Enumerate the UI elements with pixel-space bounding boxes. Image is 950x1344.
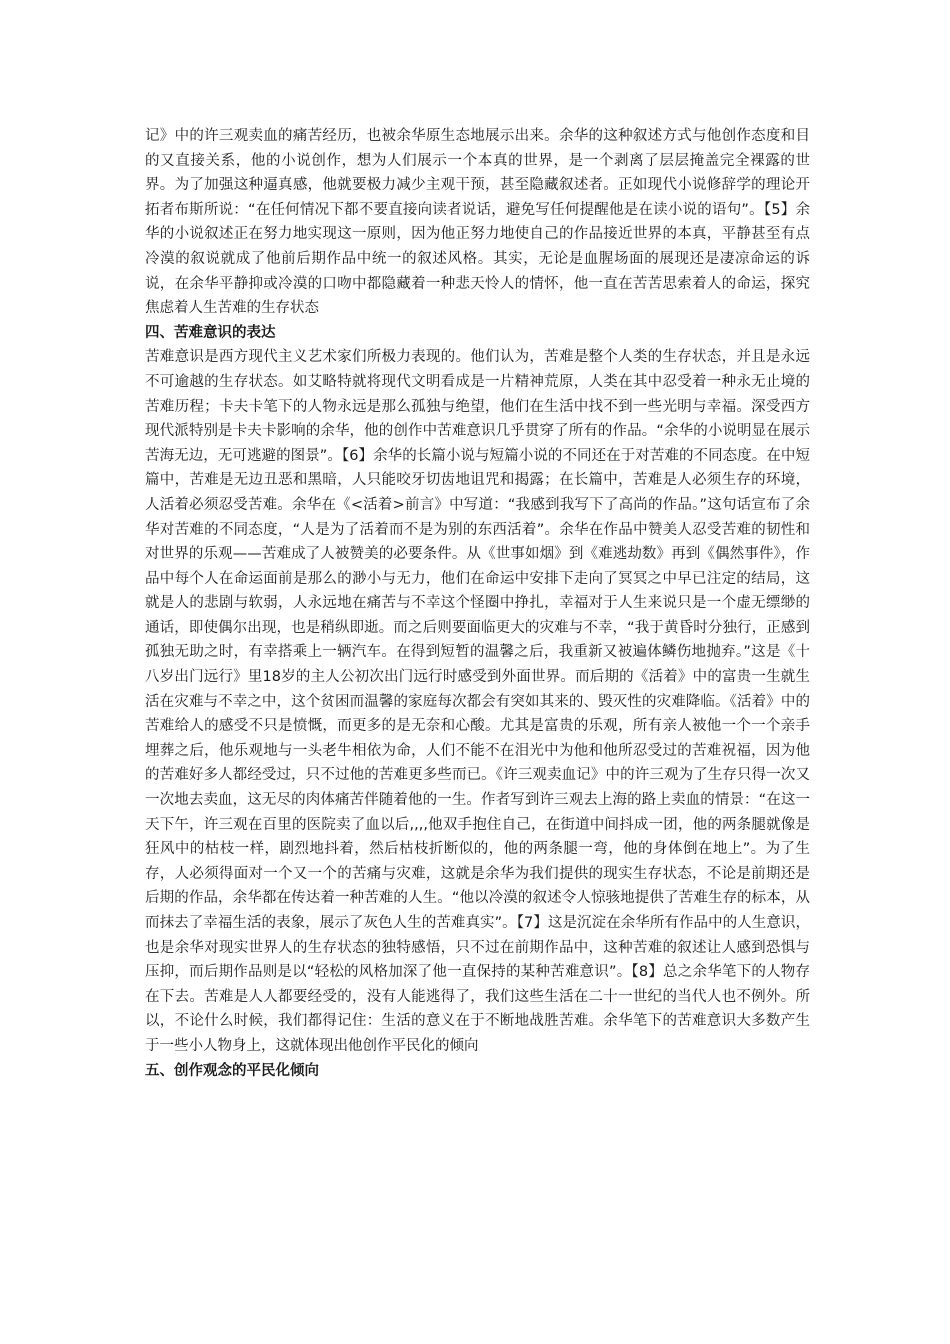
section-heading-4: 四、苦难意识的表达: [145, 324, 276, 341]
section-heading-5: 五、创作观念的平民化倾向: [145, 1062, 319, 1079]
paragraph-suffering-consciousness: 苦难意识是西方现代主义艺术家们所极力表现的。他们认为，苦难是整个人类的生存状态，并且是永远不可逾越的生存状态。如艾略特就将现代文明看成是一片精神荒原，人类在其中忍受着一种永无止境的苦难历程；卡夫卡笔下的人物永远是那么孤独与绝望，他们在生活中找不到一些光明与幸福。深受西方现代派特别是卡夫卡影响的余华，他的创作中苦难意识几乎贯穿了所有的作品。“余华的小说明显在展示苦海无边，无可逃避的图景”。【6】余华的长篇小说与短篇小说的不同还在于对苦难的不同态度。在中短篇中，苦难是无边丑恶和黑暗，人只能咬牙切齿地诅咒和揭露；在长篇中，苦难是人必须生存的环境，人活着必须忍受苦难。余华在《<活着>前言》中写道：“我感到我写下了高尚的作品。”这句话宣布了余华对苦难的不同态度，“人是为了活着而不是为别的东西活着”。余华在作品中赞美人忍受苦难的韧性和对世界的乐观——苦难成了人被赞美的必要条件。从《世事如烟》到《难逃劫数》再到《偶然事件》，作品中每个人在命运面前是那么的渺小与无力，他们在命运中安排下走向了冥冥之中早已注定的结局，这就是人的悲剧与软弱，人永远地在痛苦与不幸这个怪圈中挣扎，幸福对于人生来说只是一个虚无缥缈的通话，即使偶尔出现，也是稍纵即逝。而之后则要面临更大的灾难与不幸，“我于黄昏时分独行，正感到孤独无助之时，有幸搭乘上一辆汽车。在得到短暂的温馨之后，我重新又被遍体鳞伤地抛弃。”这是《十八岁出门远行》里18岁的主人公初次出门远行时感受到外面世界。而后期的《活着》中的富贵一生就生活在灾难与不幸之中，这个贫困而温馨的家庭每次都会有突如其来的、毁灭性的灾难降临。《活着》中的苦难给人的感受不只是愤慨，而更多的是无奈和心酸。尤其是富贵的乐观，所有亲人被他一个一个亲手埋葬之后，他乐观地与一头老牛相依为命，人们不能不在泪光中为他和他所忍受过的苦难祝福，因为他的苦难好多人都经受过，只不过他的苦难更多些而已。《许三观卖血记》中的许三观为了生存只得一次又一次地去卖血，这无尽的肉体痛苦伴随着他的一生。作者写到许三观去上海的路上卖血的情景：“在这一天下午，许三观在百里的医院卖了血以后,,,,他双手抱住自己，在街道中间抖成一团，他的两条腿就像是狂风中的枯枝一样，剧烈地抖着，然后枯枝折断似的，他的两条腿一弯，他的身体倒在地上”。为了生存，人必须得面对一个又一个的苦痛与灾难，这就是余华为我们提供的现实生存状态，不论是前期还是后期的作品，余华都在传达着一种苦难的人生。“他以冷漠的叙述令人惊骇地提供了苦难生存的标本，从而抹去了幸福生活的表象，展示了灰色人生的苦难真实”。【7】这是沉淀在余华所有作品中的人生意识，也是余华对现实世界人的生存状态的独特感悟，只不过在前期作品中，这种苦难的叙述让人感到恐惧与压抑，而后期作品则是以“轻松的风格加深了他一直保持的某种苦难意识”。【8】总之余华笔下的人物存在下去。苦难是人人都要经受的，没有人能逃得了，我们这些生活在二十一世纪的当代人也不例外。所以，不论什么时候，我们都得记住：生活的意义在于不断地战胜苦难。余华笔下的苦难意识大多数产生于一些小人物身上，这就体现出他创作平民化的倾向: [145, 349, 810, 1054]
document-page: [145, 124, 810, 1083]
paragraph-continued: 记》中的许三观卖血的痛苦经历，也被余华原生态地展示出来。余华的这种叙述方式与他创作态度和目的又直接关系，他的小说创作，想为人们展示一个本真的世界，是一个剥离了层层掩盖完全裸露的世界。为了加强这种逼真感，他就要极力减少主观干预，甚至隐藏叙述者。正如现代小说修辞学的理论开拓者布斯所说：“在任何情况下都不要直接向读者说话，避免写任何提醒他是在读小说的语句”。【5】余华的小说叙述正在努力地实现这一原则，因为他正努力地使自己的作品接近世界的本真，平静甚至有点冷漠的叙说就成了他前后期作品中统一的叙述风格。其实，无论是血腥场面的展现还是凄凉命运的诉说，在余华平静抑或冷漠的口吻中都隐藏着一种悲天怜人的情怀，他一直在苦苦思索着人的命运，探究焦虑着人生苦难的生存状态: [145, 128, 810, 317]
